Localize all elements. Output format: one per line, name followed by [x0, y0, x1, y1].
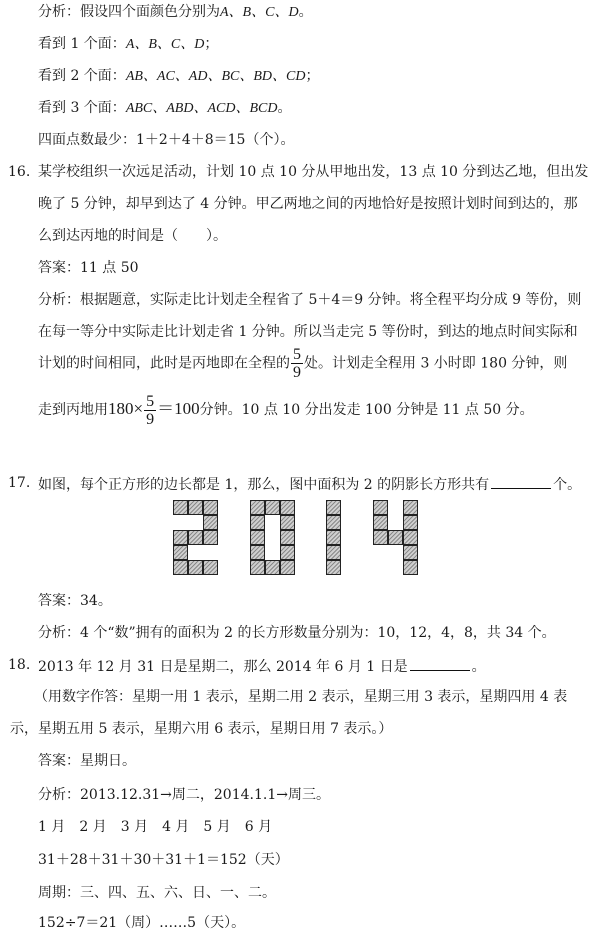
question-16-number: 16. [8, 164, 31, 180]
fraction [291, 346, 303, 381]
square [373, 500, 388, 515]
square [188, 530, 203, 545]
question-16-answer: 答案：11 点 50 [38, 260, 139, 276]
punct: ； [204, 36, 219, 52]
question-18-analysis-1: 分析：2013.12.31→周二，2014.1.1→周三。 [38, 787, 330, 803]
question-18-note-2: 示，星期五用 5 表示，星期六用 6 表示，星期日用 7 表示。） [10, 721, 393, 737]
square [403, 515, 418, 530]
variables: A、B、C、D [220, 5, 299, 20]
square [173, 500, 188, 515]
square [188, 560, 203, 575]
square [326, 545, 341, 560]
square [173, 530, 188, 545]
question-16-text-2: 晚了 5 分钟，却早到达了 4 分钟。甲乙两地之间的丙地恰好是按照计划时间到达的，那 [38, 196, 578, 212]
math: ＝100 [157, 399, 200, 418]
text: 2013 年 12 月 31 日是星期二，那么 2014 年 6 月 1 日是 [38, 659, 408, 675]
question-18-analysis-4: 周期：三、四、五、六、日、一、二。 [38, 885, 276, 901]
square [403, 500, 418, 515]
square [388, 530, 403, 545]
square [403, 560, 418, 575]
text: 看到 1 个面： [38, 36, 126, 52]
text: 分析：假设四个面颜色分别为 [38, 4, 220, 20]
question-17-answer: 答案：34。 [38, 593, 112, 609]
variables: A、B、C、D [125, 37, 205, 52]
question-17-number: 17. [8, 475, 31, 491]
text: 看到 2 个面： [38, 68, 126, 84]
square [326, 515, 341, 530]
denominator: 9 [146, 410, 155, 428]
math: 180× [108, 399, 144, 418]
numerator: 5 [293, 346, 301, 363]
answer-blank[interactable] [491, 474, 551, 489]
denominator: 9 [293, 364, 301, 381]
text: 计划的时间相同，此时是丙地即在全程的 [38, 355, 290, 372]
question-18-analysis-2: 1 月 2 月 3 月 4 月 5 月 6 月 [38, 819, 273, 835]
square [250, 560, 265, 575]
square [203, 515, 218, 530]
text: 如图，每个正方形的边长都是 1，那么，图中面积为 2 的阴影长方形共有 [38, 477, 490, 493]
square [403, 530, 418, 545]
square [250, 545, 265, 560]
prev-analysis-line-3 [38, 67, 319, 86]
square [173, 560, 188, 575]
square [280, 560, 295, 575]
question-16-analysis-1: 分析：根据题意，实际走比计划走全程省了 5＋4＝9 分钟。将全程平均分成 9 等份，则 [38, 292, 582, 308]
answer-blank[interactable] [410, 656, 470, 671]
square [203, 560, 218, 575]
square [280, 545, 295, 560]
question-16-analysis-2: 在每一等分中实际走比计划走省 1 分钟。所以当走完 5 等份时，到达的地点时间实际和 [38, 324, 578, 340]
text: 分钟。10 点 10 分出发走 100 分钟是 11 点 50 分。 [199, 402, 534, 418]
square [280, 515, 295, 530]
text: 看到 3 个面： [38, 100, 126, 116]
question-18-number: 18. [8, 657, 31, 673]
punct: 。 [277, 100, 292, 116]
question-18-analysis-3: 31＋28＋31＋30＋31＋1＝152（天） [38, 852, 289, 868]
question-17-text [38, 474, 581, 494]
question-18-answer: 答案：星期日。 [38, 753, 136, 769]
prev-analysis-line-4 [38, 99, 291, 118]
fraction [144, 393, 156, 428]
square [373, 515, 388, 530]
question-18-analysis-5: 152÷7＝21（周）……5（天）。 [38, 915, 246, 931]
variables: ABC、ABD、ACD、BCD [125, 101, 278, 116]
square [403, 545, 418, 560]
square [280, 530, 295, 545]
punct: 。 [298, 4, 313, 20]
prev-analysis-line-2 [38, 35, 218, 54]
question-16-text-1: 某学校组织一次远足活动，计划 10 点 10 分从甲地出发，13 点 10 分到达乙地，但出发 [38, 164, 589, 180]
variables: AB、AC、AD、BC、BD、CD [125, 69, 306, 84]
question-16-analysis-4 [38, 392, 534, 428]
question-18-text [38, 656, 486, 676]
text: 走到丙地用 [38, 402, 108, 418]
question-16-analysis-3 [38, 346, 567, 381]
square [250, 530, 265, 545]
square [326, 500, 341, 515]
square [173, 545, 188, 560]
text: 个。 [553, 477, 582, 493]
square [250, 515, 265, 530]
question-16-text-3: 么到达丙地的时间是（ ）。 [38, 228, 227, 244]
question-18-note-1: （用数字作答：星期一用 1 表示，星期二用 2 表示，星期三用 3 表示，星期四用 4 表 [34, 689, 568, 705]
punct: ； [305, 68, 320, 84]
square [373, 530, 388, 545]
prev-analysis-line-1 [38, 3, 313, 22]
square [326, 530, 341, 545]
square [326, 560, 341, 575]
square [265, 500, 280, 515]
numerator: 5 [146, 392, 155, 410]
square [203, 500, 218, 515]
square [188, 500, 203, 515]
square [280, 500, 295, 515]
square [203, 530, 218, 545]
text: 。 [471, 659, 486, 675]
square [250, 500, 265, 515]
prev-analysis-line-5: 四面点数最少：1＋2＋4＋8＝15（个）。 [38, 132, 295, 148]
question-17-analysis: 分析：4 个“数”拥有的面积为 2 的长方形数量分别为：10，12，4，8，共 34 个。 [38, 625, 556, 641]
text: 处。计划走全程用 3 小时即 180 分钟，则 [304, 355, 568, 372]
square [265, 560, 280, 575]
